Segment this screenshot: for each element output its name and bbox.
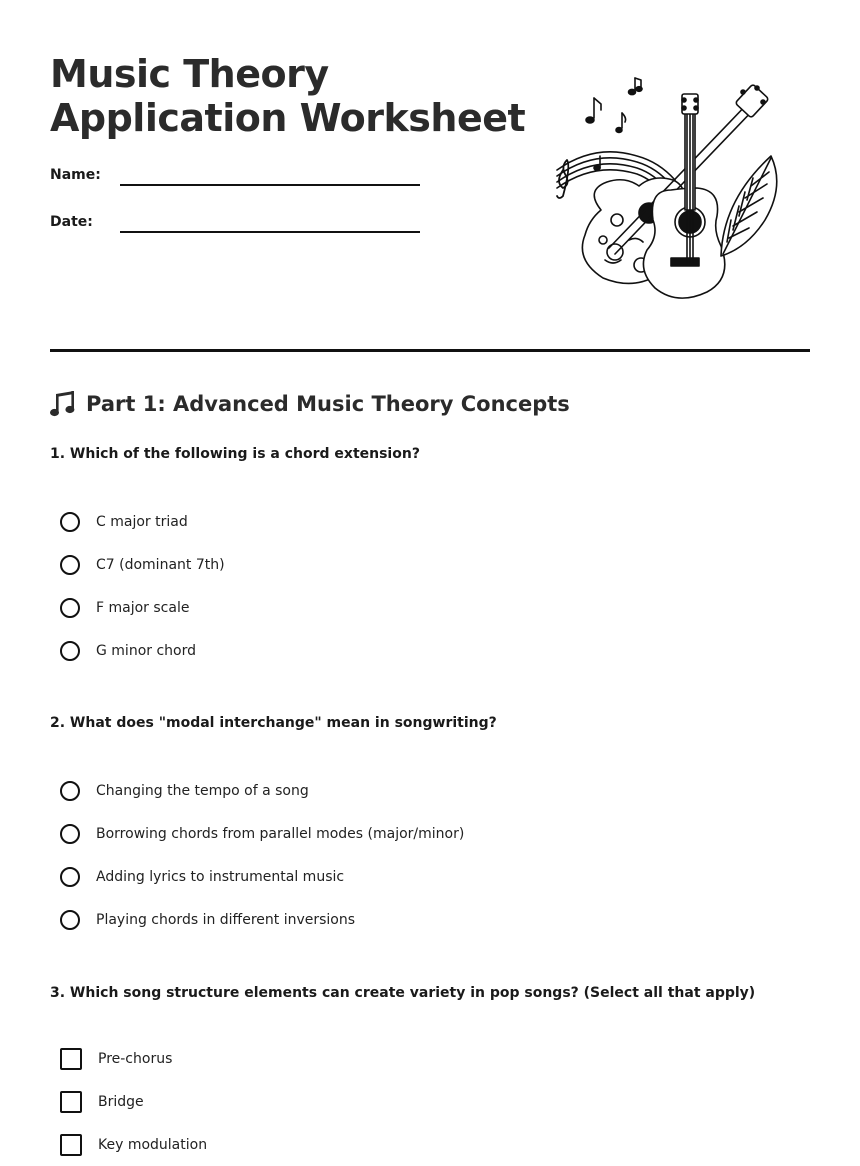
question-1: 1. Which of the following is a chord extension? bbox=[50, 446, 420, 462]
question-1-option-a[interactable] bbox=[60, 500, 225, 543]
leaf-icon bbox=[721, 156, 777, 256]
question-1-option-c[interactable] bbox=[60, 586, 225, 629]
radio-button[interactable] bbox=[60, 641, 80, 661]
section-title-text: Part 1: Advanced Music Theory Concepts bbox=[86, 392, 570, 416]
option-label: Adding lyrics to instrumental music bbox=[96, 868, 345, 885]
question-2-option-d[interactable] bbox=[60, 898, 464, 941]
option-label: Key modulation bbox=[98, 1136, 208, 1153]
radio-button[interactable] bbox=[60, 824, 80, 844]
question-2: 2. What does "modal interchange" mean in songwriting? bbox=[50, 715, 497, 731]
option-label: Changing the tempo of a song bbox=[96, 782, 309, 799]
section-heading bbox=[50, 388, 570, 420]
question-1-options bbox=[60, 500, 225, 672]
option-label: Playing chords in different inversions bbox=[96, 911, 356, 928]
question-3-option-a[interactable] bbox=[60, 1037, 207, 1080]
acoustic-guitar-icon bbox=[643, 94, 724, 298]
checkbox[interactable] bbox=[60, 1091, 82, 1113]
guitar-illustration bbox=[545, 70, 785, 305]
name-line[interactable] bbox=[120, 184, 420, 186]
radio-button[interactable] bbox=[60, 781, 80, 801]
option-label: Borrowing chords from parallel modes (major/minor) bbox=[96, 825, 465, 842]
question-1-option-b[interactable] bbox=[60, 543, 225, 586]
question-2-options bbox=[60, 769, 464, 941]
radio-button[interactable] bbox=[60, 555, 80, 575]
question-2-option-b[interactable] bbox=[60, 812, 464, 855]
question-2-option-c[interactable] bbox=[60, 855, 464, 898]
option-label: C7 (dominant 7th) bbox=[96, 556, 225, 573]
question-3-options bbox=[60, 1037, 207, 1166]
radio-button[interactable] bbox=[60, 598, 80, 618]
title-line-1: Music Theory bbox=[50, 52, 329, 96]
option-label: F major scale bbox=[96, 599, 190, 616]
date-label: Date: bbox=[50, 214, 93, 230]
question-2-option-a[interactable] bbox=[60, 769, 464, 812]
date-line[interactable] bbox=[120, 231, 420, 233]
date-field[interactable] bbox=[50, 213, 420, 237]
question-3-option-b[interactable] bbox=[60, 1080, 207, 1123]
option-label: Pre-chorus bbox=[98, 1050, 173, 1067]
name-label: Name: bbox=[50, 167, 101, 183]
radio-button[interactable] bbox=[60, 867, 80, 887]
radio-button[interactable] bbox=[60, 910, 80, 930]
radio-button[interactable] bbox=[60, 512, 80, 532]
option-label: G minor chord bbox=[96, 642, 197, 659]
title-line-2: Application Worksheet bbox=[50, 96, 526, 140]
header-divider bbox=[50, 349, 810, 352]
floating-notes-icon bbox=[586, 78, 642, 132]
option-label: Bridge bbox=[98, 1093, 144, 1110]
question-3: 3. Which song structure elements can create variety in pop songs? (Select all that apply) bbox=[50, 985, 756, 1001]
checkbox[interactable] bbox=[60, 1134, 82, 1156]
question-3-option-c[interactable] bbox=[60, 1123, 207, 1166]
name-field[interactable] bbox=[50, 166, 420, 190]
worksheet-title bbox=[50, 52, 525, 140]
music-note-icon bbox=[50, 390, 76, 418]
option-label: C major triad bbox=[96, 513, 188, 530]
checkbox[interactable] bbox=[60, 1048, 82, 1070]
question-1-option-d[interactable] bbox=[60, 629, 225, 672]
